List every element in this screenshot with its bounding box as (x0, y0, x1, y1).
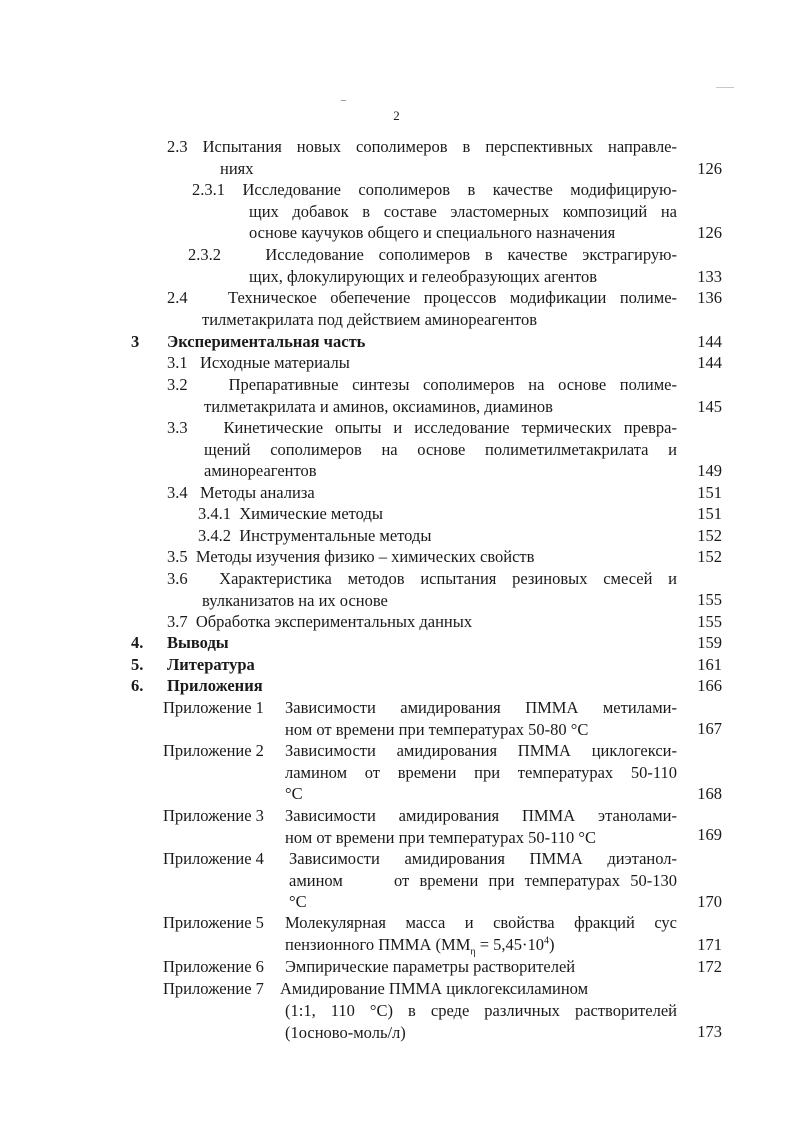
toc-entry-3-4: 3.4 Методы анализа (167, 483, 315, 502)
chapter-title-4: Выводы (167, 633, 229, 652)
toc-entry-3-5: 3.5 Методы изучения физико – химических свойств (167, 547, 535, 566)
appendix-label-3: Приложение 3 (163, 806, 264, 825)
toc-entry-3-2: 3.2 Препаративные синтезы сополимеров на основе полиме- тилметакрилата и аминов, оксиаминов, диаминов (167, 375, 677, 416)
appendix-label-5: Приложение 5 (163, 913, 264, 932)
toc-entry-3-4-1: 3.4.1 Химические методы (198, 504, 383, 523)
appendix-page-1: 167 (697, 719, 722, 738)
appendix-page-6: 172 (697, 957, 722, 976)
toc-page-3-6: 155 (697, 590, 722, 609)
toc-entry-2-3-1: 2.3.1 Исследование сополимеров в качестве модифицирую- щих добавок в составе эластомерных композиций на основе каучуков общего и специального назначения (192, 180, 678, 242)
appendix-label-6: Приложение 6 (163, 957, 264, 976)
appendix-entry-4: Зависимости амидирования ПММА диэтанол- амином от времени при температурах 50-130 °С (289, 849, 677, 911)
chapter-title-3: Экспериментальная часть (167, 332, 366, 351)
appendix-page-7: 173 (697, 1022, 722, 1041)
scan-speck (716, 87, 734, 88)
appendix-page-2: 168 (697, 784, 722, 803)
appendix-page-5: 171 (697, 935, 722, 954)
toc-entry-2-3-2: 2.3.2 Исследование сополимеров в качестве экстрагирую- щих, флокулирующих и гелеобразующих агентов (188, 245, 677, 286)
chapter-title-5: Литература (167, 655, 255, 674)
chapter-number-5: 5. (131, 655, 144, 674)
toc-entry-2-3: 2.3 Испытания новых сополимеров в перспективных направле- ниях (167, 137, 678, 178)
toc-page-3-5: 152 (697, 547, 722, 566)
toc-page-3-7: 155 (697, 612, 722, 631)
appendix-page-3: 169 (697, 825, 722, 844)
chapter-title-6: Приложения (167, 676, 263, 695)
toc-entry-2-4: 2.4 Техническое обепечение процессов модификации полиме- тилметакрилата под действием аминореагентов (167, 288, 678, 329)
chapter-number-6: 6. (131, 676, 144, 695)
appendix-entry-2: Зависимости амидирования ПММА циклогекси- ламином от времени при температурах 50-110 °С (285, 741, 677, 803)
toc-entry-3-7: 3.7 Обработка экспериментальных данных (167, 612, 473, 631)
chapter-number-4: 4. (131, 633, 144, 652)
toc-page-2-3: 126 (697, 159, 722, 178)
toc-page-3-2: 145 (697, 397, 722, 416)
appendix-entry-5: Молекулярная масса и свойства фракций сус пензионного ПММА $(ММ_\eta = 5,45\cdot 10^4)$ (285, 913, 677, 957)
appendix-label-2: Приложение 2 (163, 741, 264, 760)
toc-page-5: 161 (697, 655, 722, 674)
scan-speck (341, 100, 346, 101)
toc-page-2-3-2: 133 (697, 267, 722, 286)
appendix-entry-6: Эмпирические параметры растворителей (285, 957, 576, 976)
appendix-label-1: Приложение 1 (163, 698, 264, 717)
appendix-entry-3: Зависимости амидирования ПММА этанолами- ном от времени при температурах 50-110 °С (285, 806, 677, 847)
appendix-5-formula-line: пензионного ПММА $(ММ_\eta = 5,45\cdot 10^4)$ (285, 934, 555, 957)
appendix-entry-1: Зависимости амидирования ПММА метилами- ном от времени при температурах 50-80 °С (285, 698, 677, 739)
toc-page-2-4: 136 (697, 288, 722, 307)
toc-entry-3-6: 3.6 Характеристика методов испытания резиновых смесей и вулканизатов на их основе (167, 569, 678, 610)
toc-page-2-3-1: 126 (697, 223, 722, 242)
toc-entry-3-1: 3.1 Исходные материалы (167, 353, 350, 372)
toc-page-3-3: 149 (697, 461, 722, 480)
toc-page-3-1: 144 (697, 353, 722, 372)
toc-page-3: 144 (697, 332, 722, 351)
page-number: 2 (393, 108, 400, 123)
toc-entry-3-3: 3.3 Кинетические опыты и исследование термических превра- щений сополимеров на основе полиметилметакрилата и аминореагентов (167, 418, 677, 480)
toc-page-3-4: 151 (697, 483, 722, 502)
toc-page-4: 159 (697, 633, 722, 652)
appendix-label-7: Приложение 7 (163, 979, 264, 998)
toc-page-6: 166 (697, 676, 722, 695)
toc-page-3-4-1: 151 (697, 504, 722, 523)
appendix-page-4: 170 (697, 892, 722, 911)
toc-page-3-4-2: 152 (697, 526, 722, 545)
appendix-label-4: Приложение 4 (163, 849, 264, 868)
toc-entry-3-4-2: 3.4.2 Инструментальные методы (198, 526, 432, 545)
appendix-entry-7: (1:1, 110 °С) в среде различных растворителей (1осново-моль/л) (285, 1001, 677, 1042)
appendix-entry-7-title: Амидирование ПММА циклогексиламином (280, 979, 589, 998)
chapter-number-3: 3 (131, 332, 140, 351)
